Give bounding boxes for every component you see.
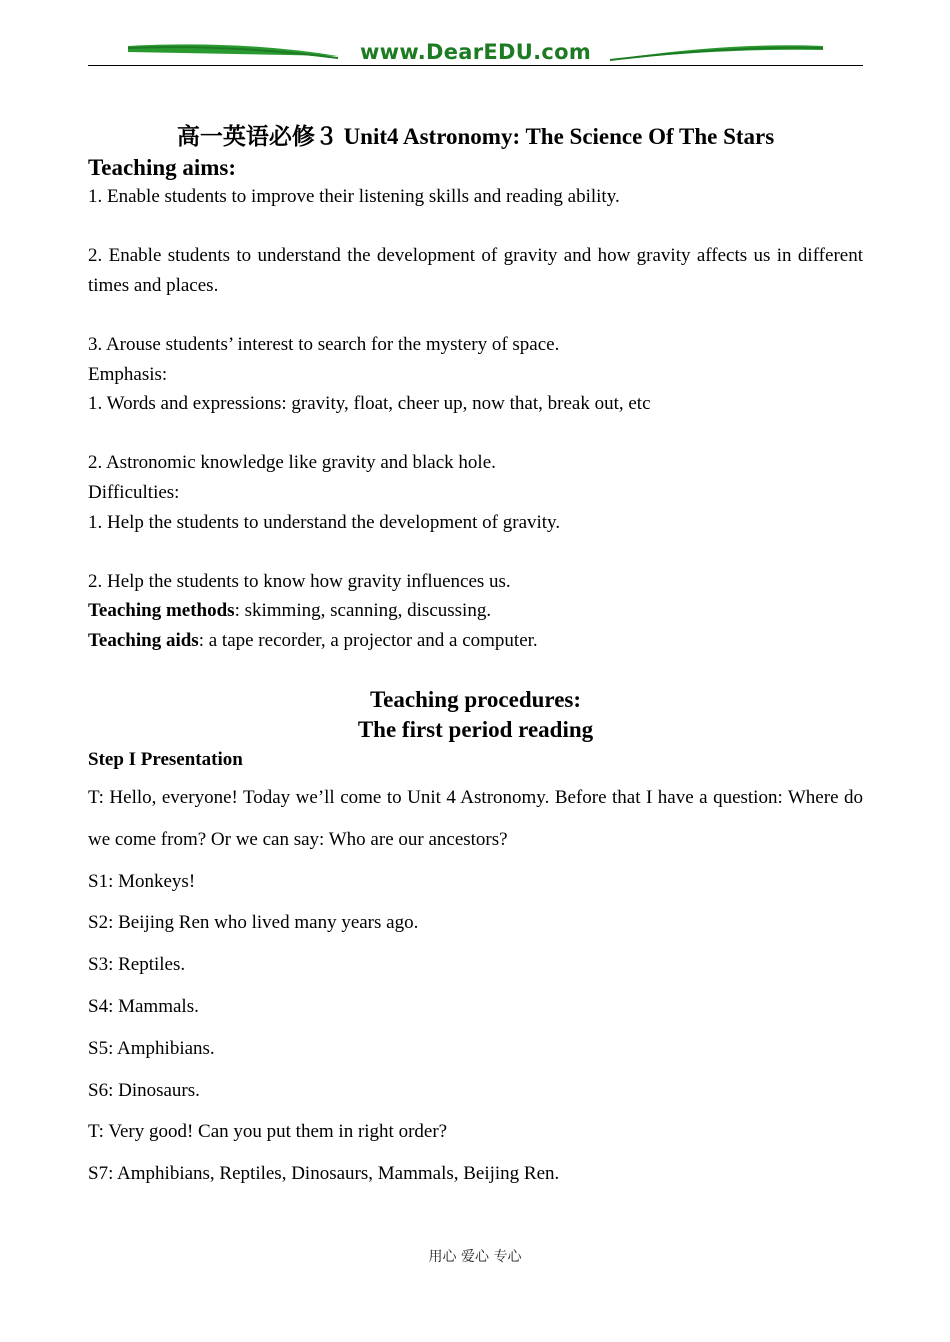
dialogue-line-s7: S7: Amphibians, Reptiles, Dinosaurs, Mammals, Beijing Ren. [88, 1163, 560, 1185]
teaching-methods-line [88, 596, 863, 626]
aim-item-3: 3. Arouse students’ interest to search for the mystery of space. [88, 333, 560, 355]
period-heading: The first period reading [357, 717, 594, 743]
teaching-methods-text: : skimming, scanning, discussing. [234, 600, 492, 622]
teaching-aims-heading: Teaching aims: [88, 155, 237, 180]
step-heading: Step I Presentation [88, 749, 243, 771]
emphasis-item-2: 2. Astronomic knowledge like gravity and black hole. [88, 452, 496, 474]
teaching-aids-text: : a tape recorder, a projector and a computer. [198, 629, 538, 651]
difficulty-item-2: 2. Help the students to know how gravity influences us. [88, 570, 511, 592]
emphasis-item-1: 1. Words and expressions: gravity, float, cheer up, now that, break out, etc [88, 393, 651, 415]
teaching-aids-line [88, 626, 863, 656]
aim-item-1: 1. Enable students to improve their listening skills and reading ability. [88, 186, 620, 207]
emphasis-label: Emphasis: [88, 363, 168, 385]
page-footer: 用心 爱心 专心 [428, 1249, 522, 1265]
dialogue-line-s5: S5: Amphibians. [88, 1037, 215, 1059]
header-divider [88, 65, 863, 66]
dialogue-line-t2: T: Very good! Can you put them in right order? [88, 1121, 448, 1143]
dialogue-line-t1: T: Hello, everyone! Today we’ll come to Unit 4 Astronomy. Before that I have a question: Where do we come from? Or we can say: Who are our ancestors? [88, 787, 863, 850]
dialogue-line-s1: S1: Monkeys! [88, 870, 196, 892]
teaching-methods-label: Teaching methods [88, 600, 235, 622]
teaching-aids-label: Teaching aids [88, 629, 199, 651]
site-header-banner [88, 38, 863, 68]
difficulty-item-1: 1. Help the students to understand the development of gravity. [88, 511, 561, 533]
document-body [88, 120, 863, 1195]
dialogue-line-s4: S4: Mammals. [88, 996, 199, 1018]
aim-item-2: 2. Enable students to understand the development of gravity and how gravity affects us in different times and places. [88, 245, 863, 296]
dialogue-line-s2: S2: Beijing Ren who lived many years ago. [88, 912, 419, 934]
difficulties-label: Difficulties: [88, 481, 180, 503]
procedures-heading: Teaching procedures: [369, 687, 582, 713]
dialogue-line-s3: S3: Reptiles. [88, 954, 186, 976]
site-logo-text: www.DearEDU.com [359, 40, 592, 64]
dialogue-line-s6: S6: Dinosaurs. [88, 1079, 200, 1101]
document-title: 高一英语必修３ Unit4 Astronomy: The Science Of The Stars [176, 124, 775, 149]
